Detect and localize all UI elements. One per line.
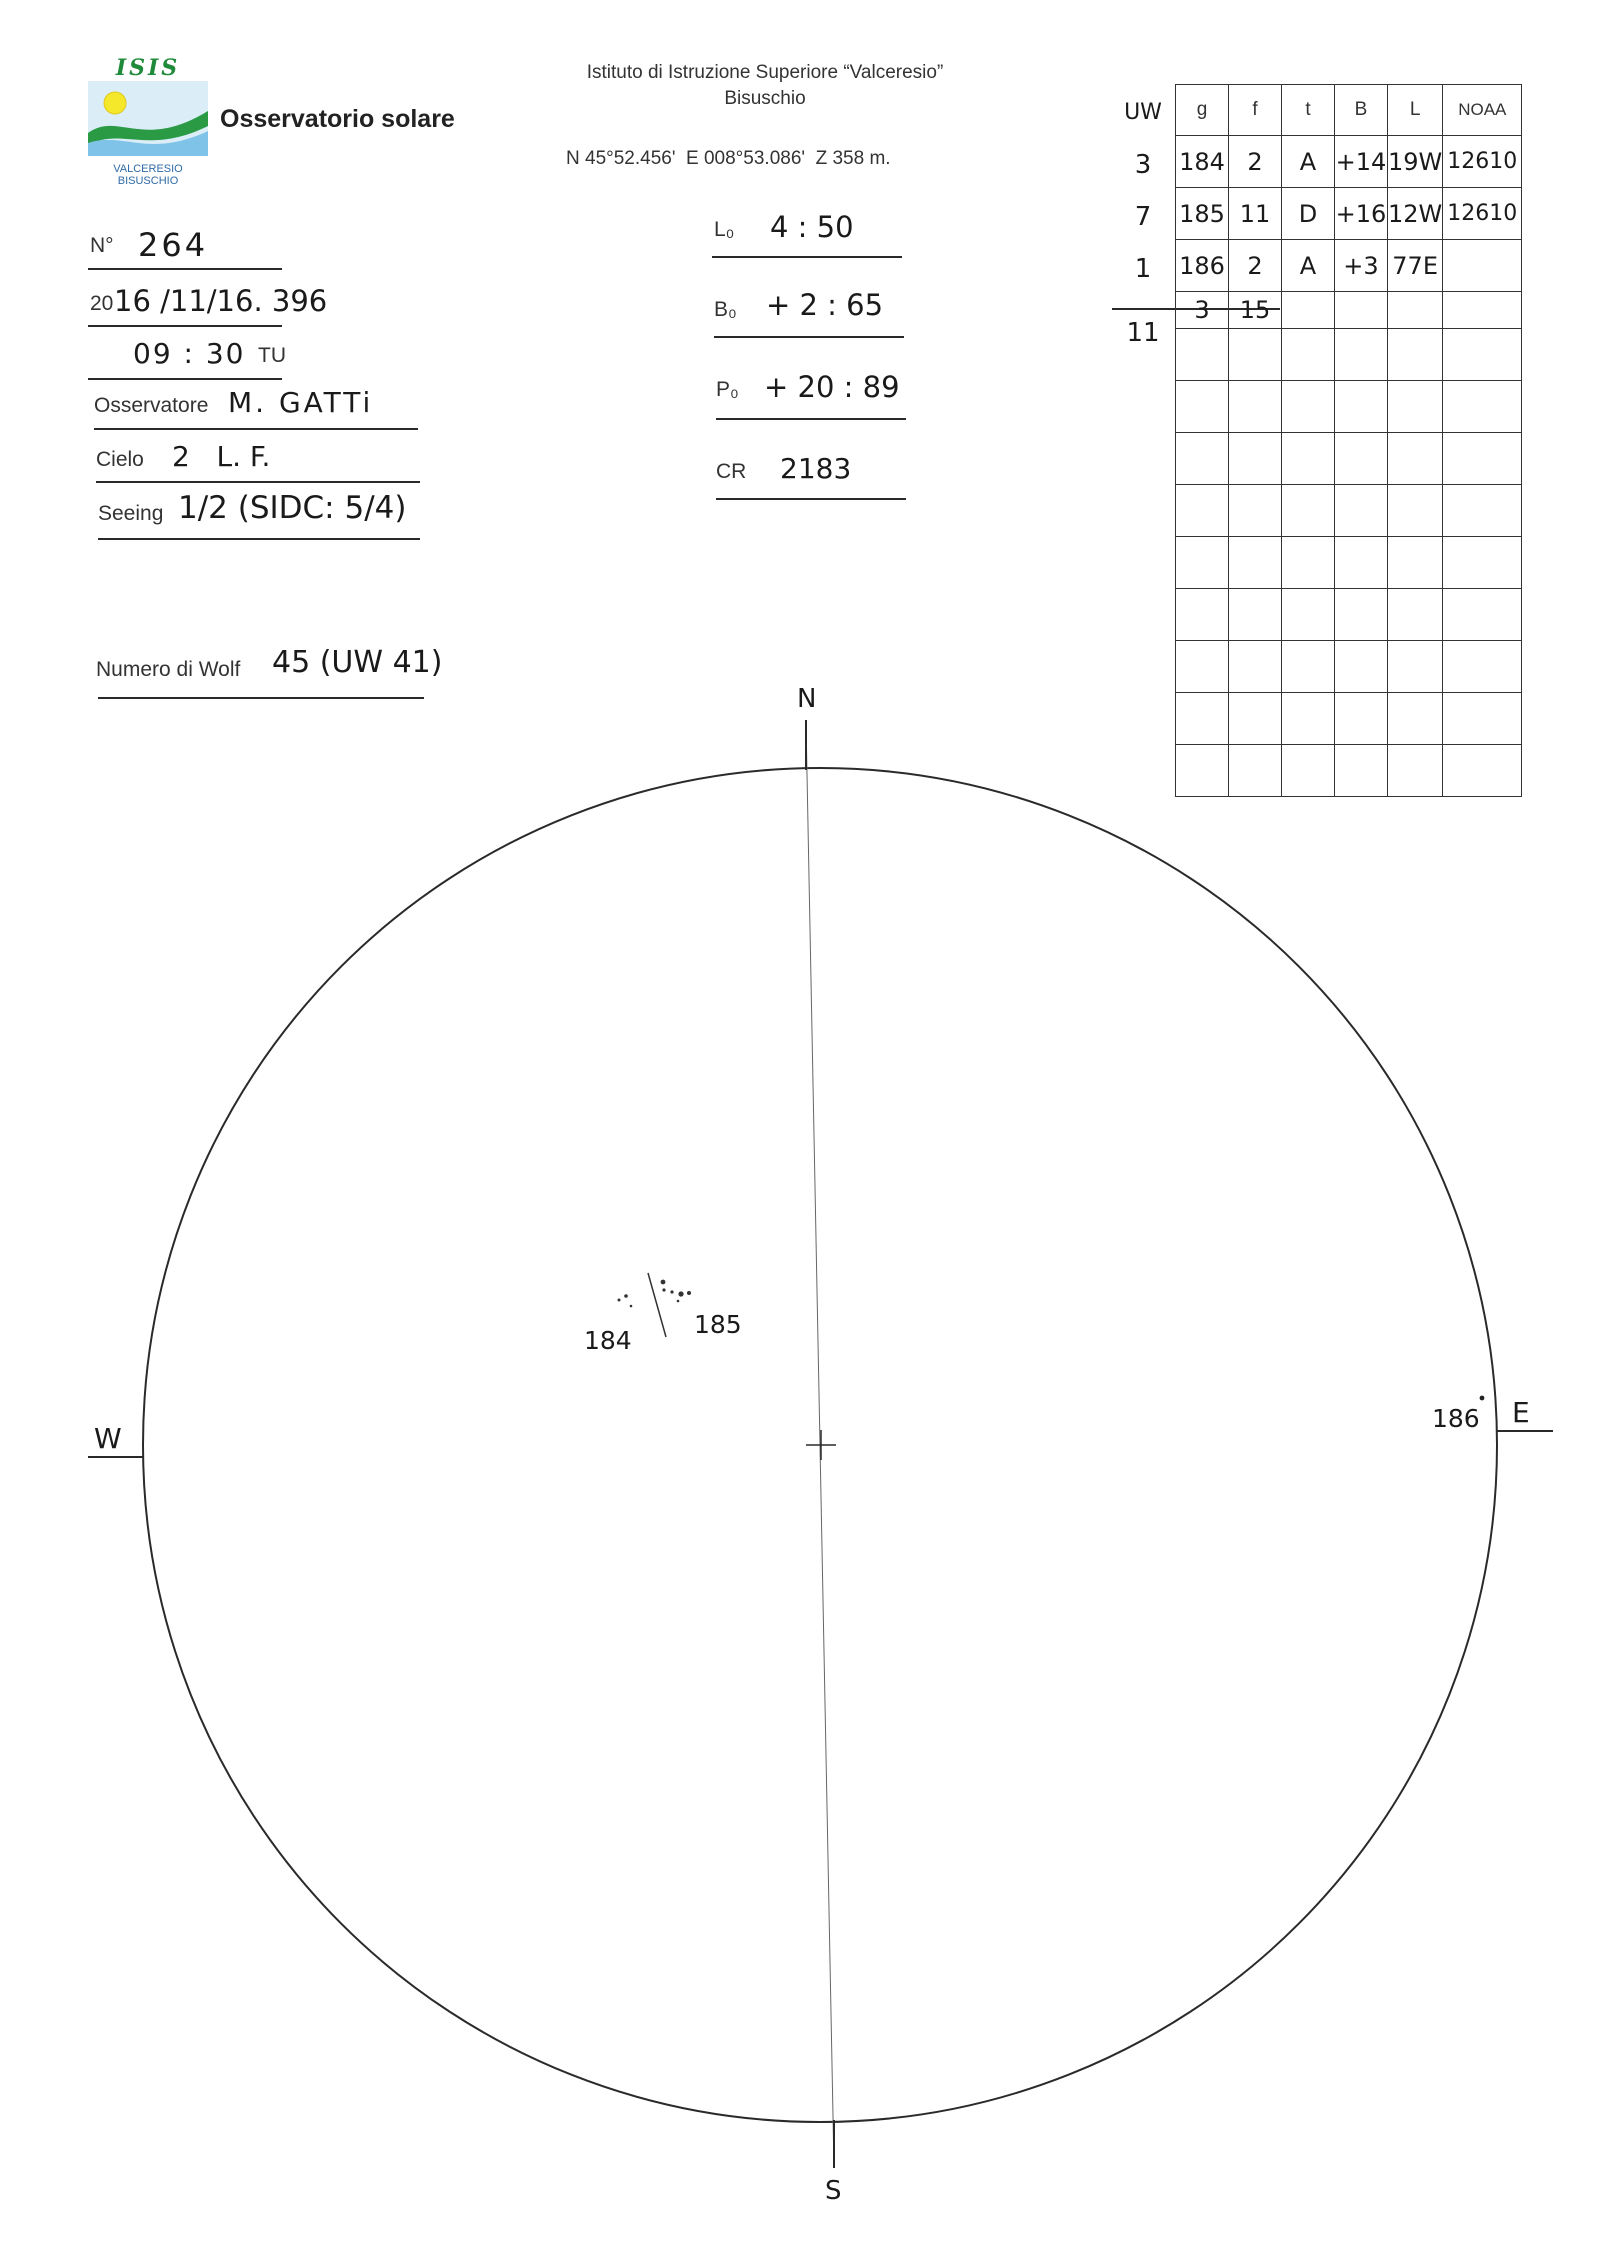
- b0-value: + 2 : 65: [766, 288, 884, 322]
- observer-value: M. GATTi: [228, 386, 374, 419]
- cell-t: D: [1282, 188, 1335, 240]
- south-label: S: [825, 2176, 842, 2206]
- header-g: g: [1176, 85, 1229, 136]
- uw-value-1: 3: [1134, 150, 1152, 180]
- cell-b: +14: [1335, 136, 1388, 188]
- date-value: 16 /11/16. 396: [114, 284, 328, 318]
- l0-label: L₀: [714, 218, 735, 241]
- uw-value-2: 7: [1134, 202, 1152, 232]
- group-label-186: 186: [1432, 1404, 1480, 1433]
- wolf-value: 45 (UW 41): [272, 645, 443, 680]
- l0-value: 4 : 50: [770, 210, 854, 244]
- east-label: E: [1512, 1396, 1530, 1429]
- cell-b: +16: [1335, 188, 1388, 240]
- cell-b: +3: [1335, 240, 1388, 292]
- cell-g: 186: [1176, 240, 1229, 292]
- cell-t: A: [1282, 136, 1335, 188]
- uw-value-3: 1: [1134, 254, 1152, 284]
- cell-f: 2: [1229, 240, 1282, 292]
- cell-l: 12W: [1388, 188, 1443, 240]
- number-value: 264: [138, 226, 209, 264]
- cell-g: 3: [1176, 292, 1229, 329]
- group-label-185: 185: [694, 1310, 742, 1339]
- cr-label: CR: [716, 460, 747, 483]
- cell-f: 15: [1229, 292, 1282, 329]
- cell-l: 77E: [1388, 240, 1443, 292]
- institute-line-1: Istituto di Istruzione Superiore “Valceresio”: [586, 62, 944, 83]
- cell-noaa: 12610: [1443, 136, 1522, 188]
- page-title: Osservatorio solare: [220, 105, 455, 133]
- cr-value: 2183: [780, 452, 852, 485]
- time-unit: TU: [258, 344, 286, 367]
- logo-top-text: ISIS: [115, 55, 181, 81]
- header-f: f: [1229, 85, 1282, 136]
- header-b: B: [1335, 85, 1388, 136]
- observer-label: Osservatore: [94, 394, 209, 417]
- logo-subtitle: VALCERESIO BISUSCHIO: [113, 163, 183, 187]
- cell-g: 185: [1176, 188, 1229, 240]
- west-label: W: [94, 1422, 122, 1455]
- site-coordinates: N 45°52.456' E 008°53.086' Z 358 m.: [566, 148, 891, 169]
- p0-value: + 20 : 89: [764, 370, 900, 404]
- header-l: L: [1388, 85, 1443, 136]
- seeing-label: Seeing: [98, 502, 164, 525]
- cell-g: 184: [1176, 136, 1229, 188]
- cell-l: 19W: [1388, 136, 1443, 188]
- cell-noaa: 12610: [1443, 188, 1522, 240]
- sky-label: Cielo: [96, 448, 144, 471]
- cell-f: 11: [1229, 188, 1282, 240]
- header-t: t: [1282, 85, 1335, 136]
- b0-label: B₀: [714, 298, 737, 321]
- header-noaa: NOAA: [1443, 85, 1522, 136]
- sunspot-group-184: [618, 1294, 633, 1307]
- institute-line-2: Bisuschio: [724, 88, 806, 109]
- group-label-184: 184: [584, 1326, 632, 1355]
- sunspot-group-186: [1480, 1396, 1485, 1401]
- p0-label: P₀: [716, 378, 739, 401]
- north-label: N: [797, 684, 817, 714]
- date-prefix: 20: [90, 292, 114, 315]
- sunspot-group-185: [661, 1280, 691, 1303]
- time-value: 09 : 30: [133, 337, 246, 370]
- cell-f: 2: [1229, 136, 1282, 188]
- uw-header: UW: [1124, 100, 1162, 125]
- sky-value: 2 L. F.: [172, 440, 271, 473]
- cell-t: A: [1282, 240, 1335, 292]
- uw-value-total: 11: [1126, 318, 1160, 348]
- wolf-label: Numero di Wolf: [96, 658, 241, 681]
- number-label: N°: [90, 234, 114, 257]
- seeing-value: 1/2 (SIDC: 5/4): [178, 490, 407, 526]
